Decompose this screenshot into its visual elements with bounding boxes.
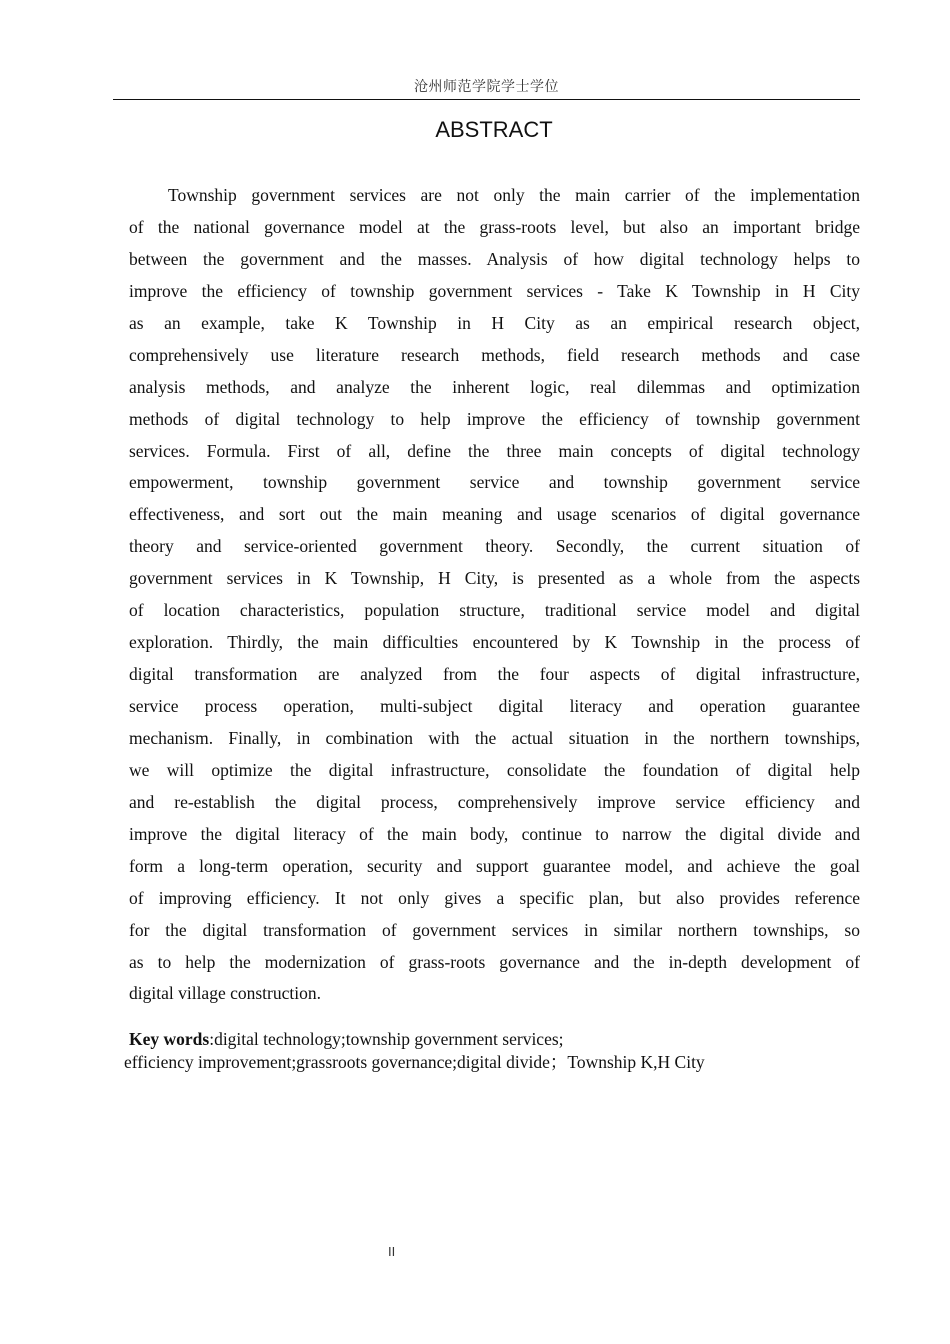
keywords-block: [124, 1028, 705, 1074]
abstract-line: we will optimize the digital infrastructure, consolidate the foundation of digital help: [129, 759, 860, 780]
abstract-line: of improving efficiency. It not only gives a specific plan, but also provides reference: [129, 887, 860, 908]
abstract-line: as to help the modernization of grass-roots governance and the in-depth development of: [129, 951, 860, 972]
abstract-line: of the national governance model at the grass-roots level, but also an important bridge: [129, 216, 860, 237]
abstract-line: improve the digital literacy of the main body, continue to narrow the digital divide and: [129, 823, 860, 844]
abstract-line: exploration. Thirdly, the main difficulties encountered by K Township in the process of: [129, 632, 860, 653]
keywords-text-1: :digital technology;township government services;: [209, 1029, 564, 1049]
abstract-line: mechanism. Finally, in combination with the actual situation in the northern townships,: [129, 727, 860, 748]
header-rule: [113, 99, 860, 100]
abstract-line: between the government and the masses. Analysis of how digital technology helps to: [129, 248, 860, 269]
abstract-line: services. Formula. First of all, define the three main concepts of digital technology: [129, 440, 860, 461]
abstract-line: Township government services are not only the main carrier of the implementation: [168, 185, 860, 205]
abstract-line: comprehensively use literature research methods, field research methods and case: [129, 344, 860, 365]
abstract-line: improve the efficiency of township government services - Take K Township in H City: [129, 280, 860, 301]
abstract-line: theory and service-oriented government theory. Secondly, the current situation of: [129, 536, 860, 557]
abstract-line: form a long-term operation, security and support guarantee model, and achieve the goal: [129, 855, 860, 876]
abstract-line: effectiveness, and sort out the main meaning and usage scenarios of digital governance: [129, 504, 860, 525]
abstract-line: digital transformation are analyzed from the four aspects of digital infrastructure,: [129, 664, 860, 685]
abstract-line: and re-establish the digital process, comprehensively improve service efficiency and: [129, 791, 860, 812]
page-number: II: [388, 1244, 396, 1259]
abstract-line: analysis methods, and analyze the inherent logic, real dilemmas and optimization: [129, 376, 860, 397]
abstract-line: empowerment, township government service and township government service: [129, 472, 860, 493]
keywords-line-1: [124, 1028, 705, 1051]
page-header: 沧州师范学院学士学位: [414, 79, 559, 95]
abstract-title: ABSTRACT: [435, 117, 553, 142]
abstract-line: government services in K Township, H City, is presented as a whole from the aspects: [129, 568, 860, 589]
abstract-line: for the digital transformation of government services in similar northern townships, so: [129, 919, 860, 940]
abstract-line: as an example, take K Township in H City as an empirical research object,: [129, 312, 860, 333]
keywords-label: Key words: [129, 1029, 210, 1049]
keywords-line-2: efficiency improvement;grassroots governance;digital divide；Township K,H City: [124, 1052, 705, 1072]
abstract-line: service process operation, multi-subject digital literacy and operation guarantee: [129, 696, 860, 716]
abstract-line: of location characteristics, population structure, traditional service model and digital: [129, 600, 860, 621]
abstract-body: [129, 180, 860, 1010]
abstract-line: methods of digital technology to help improve the efficiency of township government: [129, 408, 860, 429]
abstract-line: digital village construction.: [129, 983, 321, 1004]
